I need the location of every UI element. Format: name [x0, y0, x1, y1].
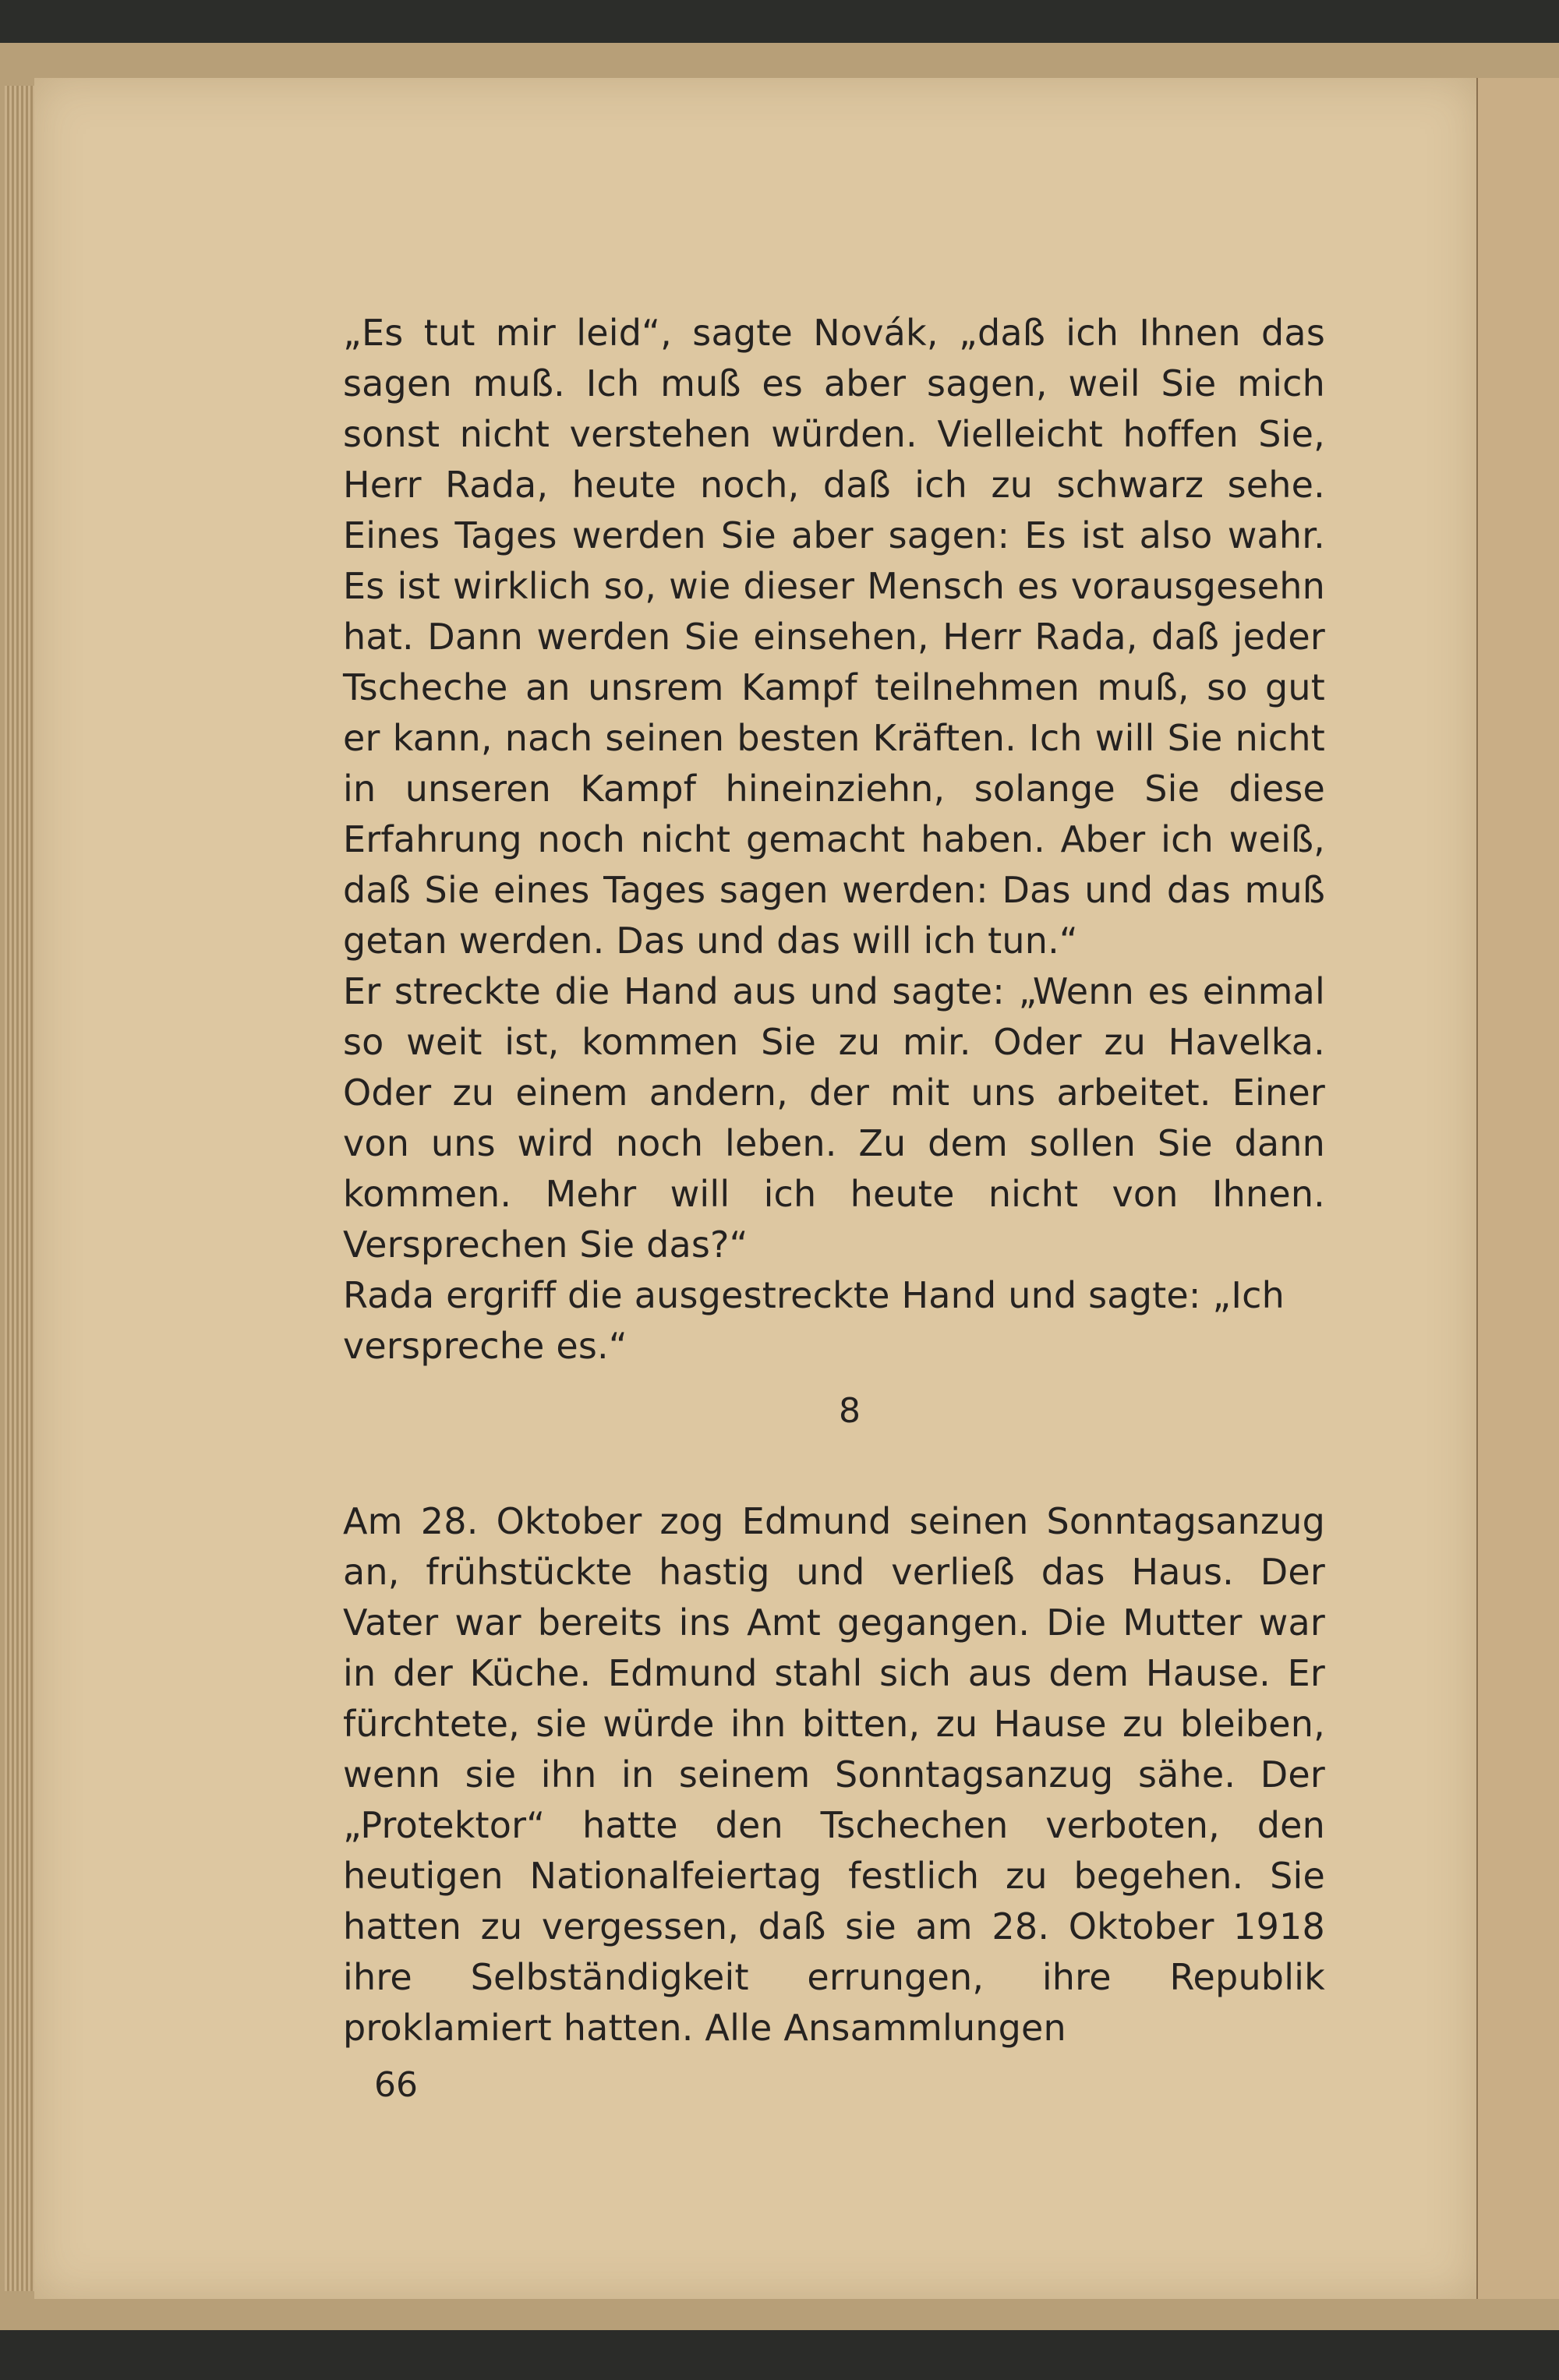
scan-background-top	[0, 0, 1559, 48]
section-number: 8	[839, 1391, 861, 1431]
paragraph: „Es tut mir leid“, sagte Novák, „daß ich Ihnen das sagen muß. Ich muß es aber sagen, weil Sie mich sonst nicht verstehen würden. Vielleicht hoffen Sie, Herr Rada, heute noch, daß ich zu schwarz sehe. Eines Tages werden Sie aber sagen: Es ist also wahr. Es ist wirklich so, wie dieser Mensch es vorausgesehn hat. Dann werden Sie einsehen, Herr Rada, daß jeder Tscheche an unsrem Kampf teilnehmen muß, so gut er kann, nach seinen besten Kräften. Ich will Sie nicht in unseren Kampf hineinziehn, solange Sie diese Erfahrung noch nicht gemacht haben. Aber ich weiß, daß Sie eines Tages sagen werden: Das und das muß getan werden. Das und das will ich tun.“	[343, 312, 1325, 962]
paragraph: Am 28. Oktober zog Edmund seinen Sonntagsanzug an, frühstückte hastig und verließ das Haus. Der Vater war bereits ins Amt gegangen. Die Mutter war in der Küche. Edmund stahl sich aus dem Hause. Er fürchtete, sie würde ihn bitten, zu Hause zu bleiben, wenn sie ihn in seinem Sonntagsanzug sähe. Der „Protektor“ hatte den Tschechen verboten, den heutigen Nationalfeiertag festlich zu begehen. Sie hatten zu vergessen, daß sie am 28. Oktober 1918 ihre Selbständigkeit errungen, ihre Republik proklamiert hatten. Alle Ansammlungen	[343, 1500, 1325, 2049]
scan-background-bottom	[0, 2330, 1559, 2380]
paragraph: Er streckte die Hand aus und sagte: „Wenn es einmal so weit ist, kommen Sie zu mir. Oder zu Havelka. Oder zu einem andern, der mit uns arbeitet. Einer von uns wird noch leben. Zu dem sollen Sie dann kommen. Mehr will ich heute nicht von Ihnen. Versprechen Sie das?“	[343, 970, 1325, 1266]
paragraph: Rada ergriff die ausgestreckte Hand und sagte: „Ich verspreche es.“	[343, 1274, 1285, 1367]
page-text-bottom	[343, 1496, 1325, 2053]
adjacent-page-edge	[1475, 78, 1559, 2299]
page-stack-edge	[5, 86, 36, 2291]
page-number: 66	[374, 2065, 418, 2105]
page-text-top	[343, 308, 1325, 1372]
